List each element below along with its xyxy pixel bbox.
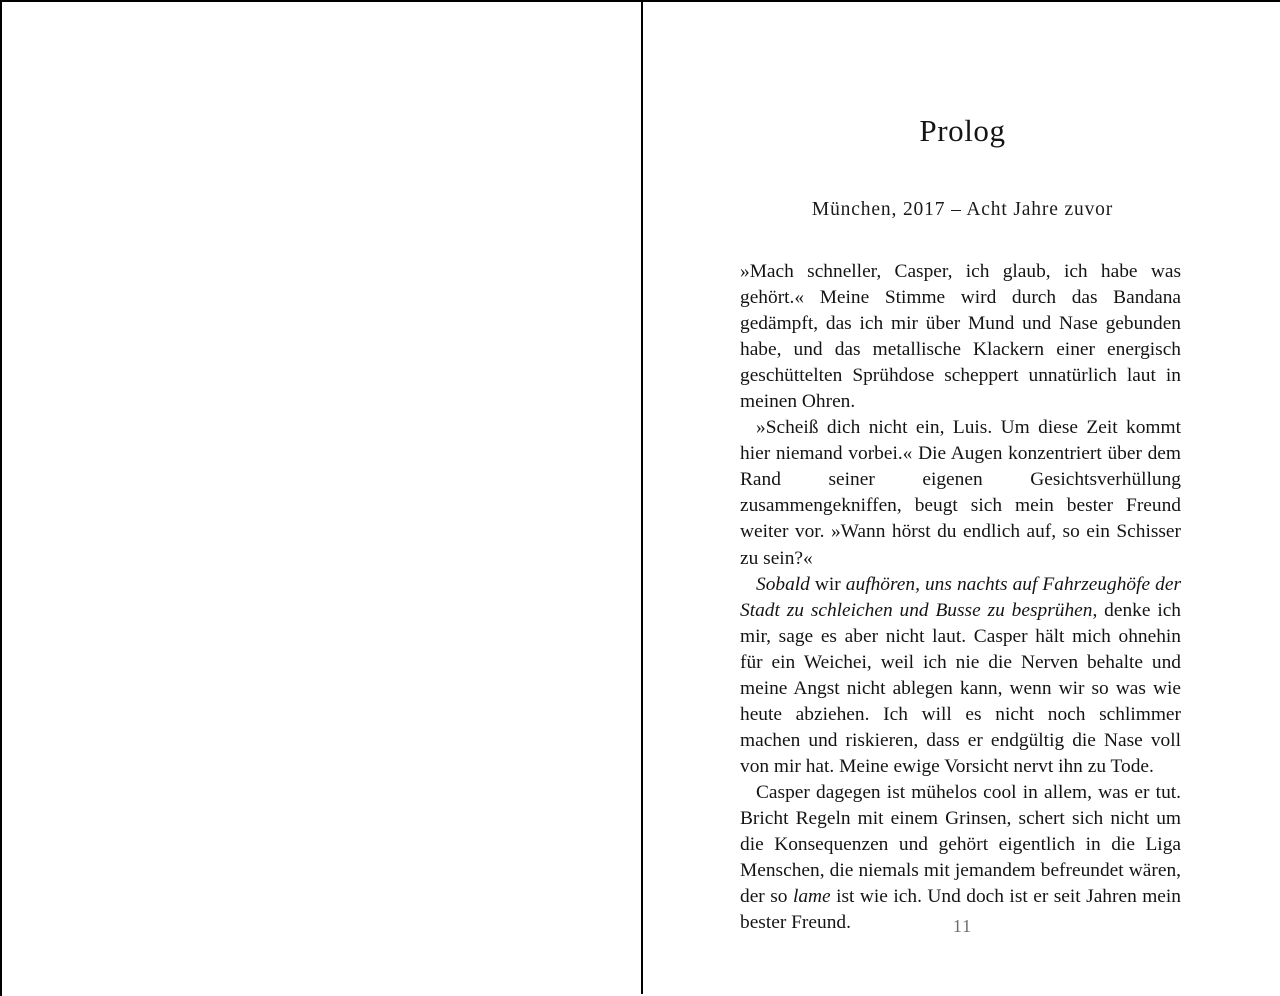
chapter-subtitle: München, 2017 – Acht Jahre zuvor	[811, 199, 1114, 220]
paragraph-3-italic-opening: Sobald	[756, 573, 810, 595]
left-page-blank	[2, 2, 641, 996]
paragraph-4-roman-opening: Casper dagegen ist mühelos cool in allem, was er tut. Bricht Regeln mit einem Grinsen, schert sich nicht um die Konsequenzen und gehört eigentlich in die Liga Menschen, die niemals mit jemandem befreundet wären, der so	[740, 781, 1181, 908]
paragraph-3-italic-thought: aufhören, uns nachts auf Fahrzeughöfe der Stadt zu schleichen und Busse zu besprühen	[740, 573, 1182, 621]
paragraph-1: »Mach schneller, Casper, ich glaub, ich habe was gehört.« Meine Stimme wird durch das Bandana gedämpft, das ich mir über Mund und Nase gebunden habe, und das metallische Klackern einer energisch geschüttelten Sprühdose scheppert unnatürlich laut in meinen Ohren.	[740, 261, 1181, 413]
paragraph-3	[740, 572, 1181, 780]
paragraph-2: »Scheiß dich nicht ein, Luis. Um diese Zeit kommt hier niemand vorbei.« Die Augen konzentriert über dem Rand seiner eigenen Gesichtsverhüllung zusammengekniffen, beugt sich mein bester Freund weiter vor. »Wann hörst du endlich auf, so ein Schisser zu sein?«	[740, 417, 1181, 569]
chapter-title: Prolog	[919, 113, 1006, 148]
paragraph-4-roman-remainder: ist wie ich. Und doch ist er seit Jahren mein bester Freund.	[740, 886, 1182, 934]
right-page	[643, 2, 1280, 996]
page-number: 11	[952, 916, 973, 936]
paragraph-3-roman-connector: wir	[809, 573, 846, 595]
body-text-block	[740, 259, 1181, 936]
paragraph-3-roman-remainder: , denke ich mir, sage es aber nicht laut. Casper hält mich ohnehin für ein Weichei, weil ich nie die Nerven behalte und meine Angst nicht ablegen kann, wenn wir so was wie heute abziehen. Ich will es nicht noch schlimmer machen und riskieren, dass er endgültig die Nase voll von mir hat. Meine ewige Vorsicht nervt ihn zu Tode.	[740, 599, 1182, 777]
paragraph-4-italic-lame: lame	[792, 886, 831, 908]
paragraph-4	[740, 780, 1181, 936]
